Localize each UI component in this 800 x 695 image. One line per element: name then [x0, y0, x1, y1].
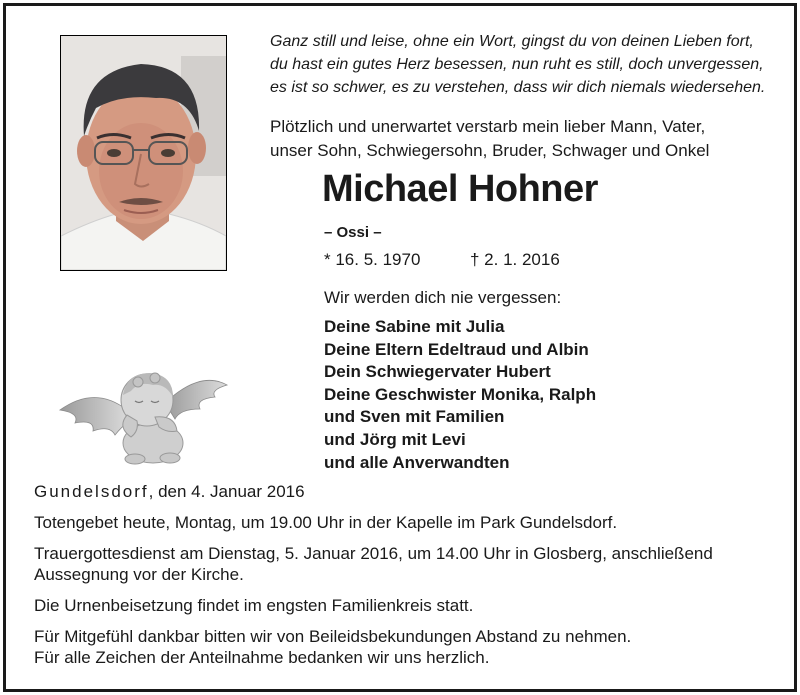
mourner-line: und Jörg mit Levi: [324, 429, 466, 449]
poem-line: Ganz still und leise, ohne ein Wort, gingst du von deinen Lieben fort,: [270, 33, 754, 50]
announcement-line: unser Sohn, Schwiegersohn, Bruder, Schwager und Onkel: [270, 141, 710, 160]
portrait-photo: [60, 35, 227, 271]
poem-line: es ist so schwer, es zu verstehen, dass wir dich niemals wiedersehen.: [270, 79, 766, 96]
notice-paragraph: Für Mitgefühl dankbar bitten wir von Beileidsbekundungen Abstand zu nehmen. Für alle Zeichen der Anteilnahme bedanken wir uns herzlich.: [34, 627, 632, 667]
mourners-list: [324, 316, 596, 474]
place-name: Gundelsdorf: [34, 482, 149, 501]
angel-illustration: [55, 355, 230, 470]
death-date: † 2. 1. 2016: [470, 250, 560, 269]
date-text: , den 4. Januar 2016: [148, 482, 305, 501]
deceased-name: Michael Hohner: [322, 168, 598, 210]
funeral-notices: [34, 512, 713, 678]
memorial-poem: [270, 30, 765, 99]
mourner-line: und alle Anverwandten: [324, 452, 510, 472]
place-date-line: [34, 482, 305, 502]
mourner-line: und Sven mit Familien: [324, 407, 505, 427]
notice-paragraph: Totengebet heute, Montag, um 19.00 Uhr in der Kapelle im Park Gundelsdorf.: [34, 513, 618, 532]
death-announcement: [270, 115, 709, 163]
never-forget-line: Wir werden dich nie vergessen:: [324, 288, 562, 307]
poem-line: du hast ein gutes Herz besessen, nun ruht es still, doch unvergessen,: [270, 56, 764, 73]
mourner-line: Dein Schwiegervater Hubert: [324, 362, 551, 382]
notice-paragraph: Die Urnenbeisetzung findet im engsten Familienkreis statt.: [34, 596, 474, 615]
mourner-line: Deine Eltern Edeltraud und Albin: [324, 339, 589, 359]
birth-date: * 16. 5. 1970: [324, 250, 421, 269]
announcement-line: Plötzlich und unerwartet verstarb mein lieber Mann, Vater,: [270, 117, 706, 136]
notice-paragraph: Trauergottesdienst am Dienstag, 5. Januar 2016, um 14.00 Uhr in Glosberg, anschließend Aussegnung vor der Kirche.: [34, 544, 713, 584]
mourner-line: Deine Sabine mit Julia: [324, 317, 505, 336]
mourner-line: Deine Geschwister Monika, Ralph: [324, 384, 597, 404]
nickname: – Ossi –: [324, 224, 382, 241]
